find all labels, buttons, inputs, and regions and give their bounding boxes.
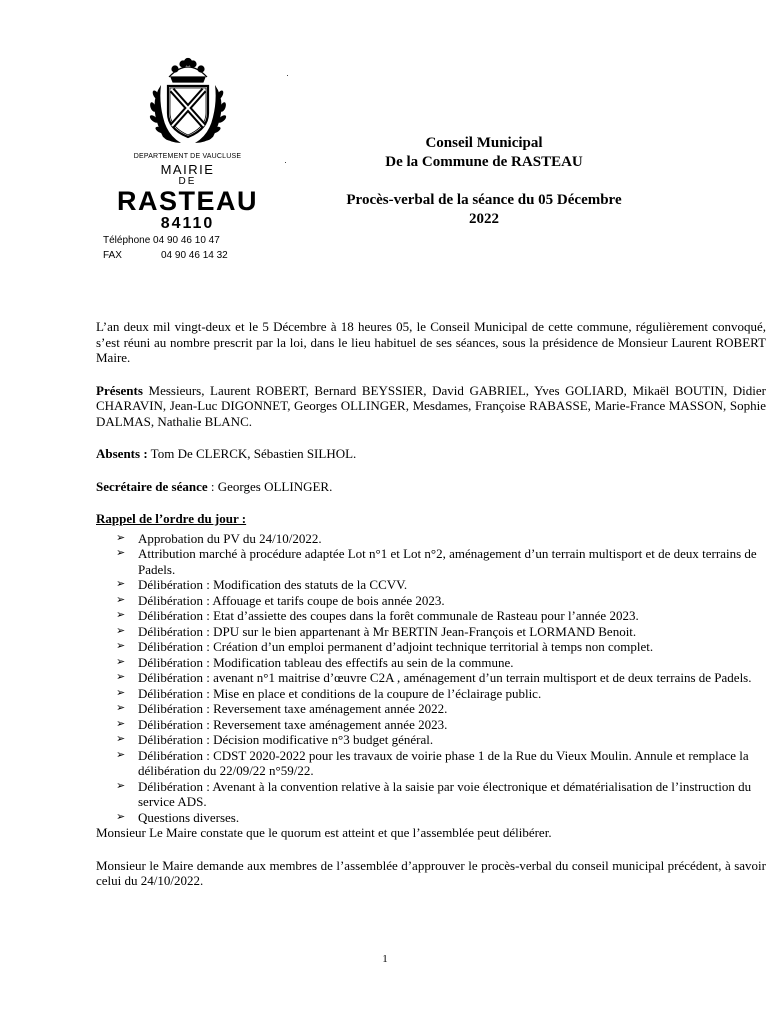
agenda-item <box>116 670 766 686</box>
arrow-bullet-icon: ➢ <box>116 624 126 637</box>
arrow-bullet-icon: ➢ <box>116 578 126 590</box>
phone-label: Téléphone <box>103 235 151 246</box>
letterhead <box>95 55 280 263</box>
agenda-item-text: Questions diverses. <box>138 809 240 825</box>
arrow-bullet-icon: ➢ <box>116 733 126 745</box>
document-body <box>96 319 766 906</box>
fax-number: 04 90 46 14 32 <box>161 250 228 261</box>
town-name: RASTEAU <box>116 186 258 216</box>
agenda-item-text: Délibération : Reversement taxe aménagement année 2022. <box>138 701 448 716</box>
agenda-item <box>116 779 766 810</box>
agenda-item-text: Délibération : Modification tableau des effectifs au sein de la commune. <box>138 654 514 670</box>
phone-line <box>103 233 280 248</box>
agenda-item <box>116 593 766 609</box>
agenda-list <box>96 531 766 826</box>
agenda-title: Rappel de l’ordre du jour : <box>96 511 247 526</box>
arrow-bullet-icon: ➢ <box>116 655 126 668</box>
arrow-bullet-icon: ➢ <box>116 593 126 606</box>
absents-paragraph <box>96 446 766 462</box>
department-label: DEPARTEMENT DE VAUCLUSE <box>133 153 242 160</box>
mairie-label: MAIRIE <box>160 162 215 177</box>
page-number: 1 <box>382 953 388 965</box>
secretary-text: : Georges OLLINGER. <box>207 478 333 494</box>
agenda-item-text: Délibération : DPU sur le bien appartenant à Mr BERTIN Jean-François et LORMAND Benoit. <box>138 623 637 639</box>
arrow-bullet-icon: ➢ <box>116 547 126 559</box>
agenda-item-text: Délibération : Reversement taxe aménagement année 2023. <box>138 716 448 732</box>
town-crest-icon <box>123 55 253 151</box>
presents-text: Messieurs, Laurent ROBERT, Bernard BEYSSIER, David GABRIEL, Yves GOLIARD, Mikaël BOUTIN, Didier CHARAVIN, Jean-Luc DIGONNET, Georges OLLINGER, Mesdames, Françoise RABASSE, Marie-France MASSON, Sophie DALMAS, Nathalie BLANC. <box>96 382 766 429</box>
phone-number: 04 90 46 10 47 <box>153 235 220 246</box>
heading-line-4: 2022 <box>469 211 499 227</box>
absents-label: Absents : <box>96 446 148 461</box>
agenda-item <box>116 810 766 826</box>
agenda-item-text: Délibération : Affouage et tarifs coupe de bois année 2023. <box>138 592 445 608</box>
heading-line-3: Procès-verbal de la séance du 05 Décembre <box>346 192 622 208</box>
scan-dot <box>285 162 286 163</box>
agenda-item-text: Délibération : Etat d’assiette des coupes dans la forêt communale de Rasteau pour l’année 2023. <box>138 608 639 623</box>
intro-paragraph: L’an deux mil vingt-deux et le 5 Décembre à 18 heures 05, le Conseil Municipal de cette commune, régulièrement convoqué, s’est réuni au nombre prescrit par la loi, dans le lieu habituel de ses séances, sous la présidence de Monsieur Laurent ROBERT Maire. <box>96 319 766 365</box>
document-heading <box>300 134 668 229</box>
agenda-item <box>116 624 766 640</box>
arrow-bullet-icon: ➢ <box>116 717 126 730</box>
absents-text: Tom De CLERCK, Sébastien SILHOL. <box>147 446 357 461</box>
agenda-item-text: Délibération : Création d’un emploi permanent d’adjoint technique territorial à temps non complet. <box>138 639 654 654</box>
arrow-bullet-icon: ➢ <box>116 779 126 792</box>
contact-block <box>95 233 280 263</box>
agenda-item-text: Délibération : Modification des statuts de la CCVV. <box>138 577 408 592</box>
arrow-bullet-icon: ➢ <box>116 609 126 621</box>
agenda-item-text: Délibération : CDST 2020-2022 pour les travaux de voirie phase 1 de la Rue du Vieux Moulin. Annule et remplace la délibération du 22/09/22 n°59/22. <box>138 747 749 778</box>
heading-line-2: De la Commune de RASTEAU <box>385 154 583 170</box>
agenda-item <box>116 531 766 547</box>
agenda-item <box>116 546 766 577</box>
arrow-bullet-icon: ➢ <box>116 640 126 652</box>
arrow-bullet-icon: ➢ <box>116 810 126 823</box>
agenda-item-text: Délibération : avenant n°1 maitrise d’œuvre C2A , aménagement d’un terrain multisport et de deux terrains de Padels. <box>138 670 752 685</box>
agenda-item <box>116 748 766 779</box>
presents-label: Présents <box>96 382 143 398</box>
de-label: DE <box>178 176 197 187</box>
agenda-item <box>116 608 766 624</box>
arrow-bullet-icon: ➢ <box>116 671 126 683</box>
secretary-label: Secrétaire de séance <box>96 478 208 494</box>
agenda-item-text: Délibération : Avenant à la convention relative à la saisie par voie électronique et dématérialisation de l’instruction du service ADS. <box>138 778 752 809</box>
fax-label: FAX <box>103 250 122 261</box>
secretary-paragraph <box>96 479 766 495</box>
arrow-bullet-icon: ➢ <box>116 702 126 714</box>
arrow-bullet-icon: ➢ <box>116 531 126 544</box>
fax-line <box>103 248 280 263</box>
agenda-item <box>116 577 766 593</box>
agenda-item <box>116 732 766 748</box>
arrow-bullet-icon: ➢ <box>116 748 126 761</box>
heading-line-1: Conseil Municipal <box>425 135 543 151</box>
agenda-item <box>116 717 766 733</box>
scan-dot <box>287 75 288 76</box>
postcode: 84110 <box>160 215 215 232</box>
agenda-item-text: Attribution marché à procédure adaptée Lot n°1 et Lot n°2, aménagement d’un terrain multisport et de deux terrains de Padels. <box>138 546 757 577</box>
agenda-item-text: Approbation du PV du 24/10/2022. <box>138 530 322 546</box>
agenda-item-text: Délibération : Mise en place et conditions de la coupure de l’éclairage public. <box>138 685 542 701</box>
agenda-item <box>116 655 766 671</box>
agenda-item-text: Délibération : Décision modificative n°3 budget général. <box>138 732 434 747</box>
presents-paragraph <box>96 383 766 430</box>
agenda-item <box>116 639 766 655</box>
agenda-item <box>116 686 766 702</box>
arrow-bullet-icon: ➢ <box>116 686 126 699</box>
approval-paragraph: Monsieur le Maire demande aux membres de l’assemblée d’approuver le procès-verbal du conseil municipal précédent, à savoir celui du 24/10/2022. <box>96 857 766 888</box>
quorum-paragraph: Monsieur Le Maire constate que le quorum est atteint et que l’assemblée peut délibérer. <box>96 825 552 840</box>
agenda-item <box>116 701 766 717</box>
